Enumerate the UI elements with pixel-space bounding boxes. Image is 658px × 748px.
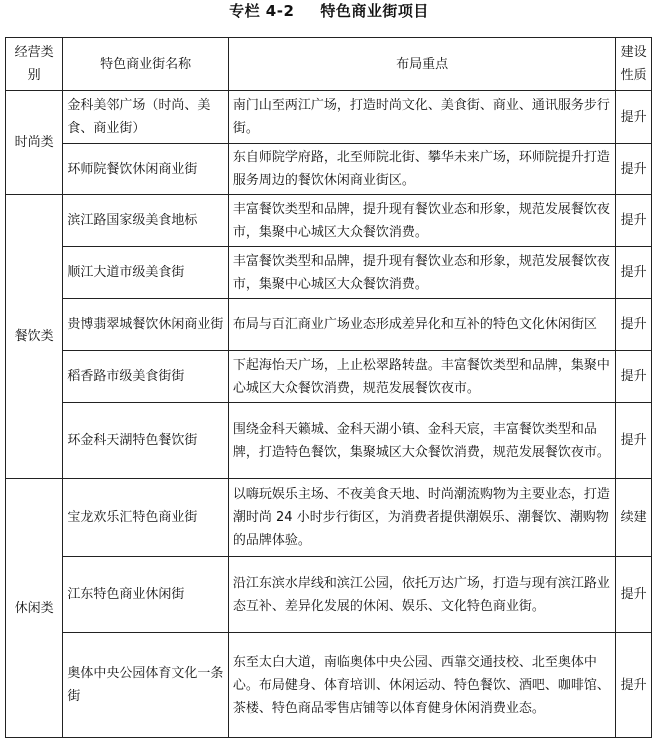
- category-cell: 休闲类: [6, 479, 63, 738]
- type-cell: 提升: [616, 299, 652, 351]
- street-name-cell: 江东特色商业休闲街: [63, 557, 229, 633]
- table-row: [6, 633, 652, 738]
- street-name-cell: 稻香路市级美食街街: [63, 351, 229, 403]
- type-cell: 提升: [616, 195, 652, 247]
- type-cell: 提升: [616, 403, 652, 479]
- street-name-cell: 宝龙欢乐汇特色商业街: [63, 479, 229, 557]
- table-row: [6, 557, 652, 633]
- category-cell: 时尚类: [6, 91, 63, 195]
- table-row: [6, 351, 652, 403]
- table-row: [6, 299, 652, 351]
- header-focus: 布局重点: [228, 38, 615, 91]
- title-text: 特色商业街项目: [320, 2, 429, 20]
- street-name-cell: 顺江大道市级美食街: [63, 247, 229, 299]
- street-name-cell: 环师院餐饮休闲商业街: [63, 144, 229, 195]
- header-category: 经营类别: [6, 38, 63, 91]
- street-name-cell: 奥体中央公园体育文化一条街: [63, 633, 229, 738]
- focus-cell: 围绕金科天籁城、金科天湖小镇、金科天宸，丰富餐饮类型和品牌，打造特色餐饮，集聚城区大众餐饮消费，规范发展餐饮夜市。: [228, 403, 615, 479]
- focus-cell: 东自师院学府路，北至师院北街、攀华未来广场，环师院提升打造服务周边的餐饮休闲商业街区。: [228, 144, 615, 195]
- focus-cell: 沿江东滨水岸线和滨江公园，依托万达广场，打造与现有滨江路业态互补、差异化发展的休闲、娱乐、文化特色商业街。: [228, 557, 615, 633]
- title-number: 专栏 4-2: [229, 2, 295, 20]
- focus-cell: 南门山至两江广场，打造时尚文化、美食街、商业、通讯服务步行街。: [228, 91, 615, 144]
- focus-cell: 丰富餐饮类型和品牌，提升现有餐饮业态和形象，规范发展餐饮夜市，集聚中心城区大众餐饮消费。: [228, 247, 615, 299]
- type-cell: 提升: [616, 144, 652, 195]
- header-type: 建设性质: [616, 38, 652, 91]
- table-body: [6, 91, 652, 738]
- type-cell: 提升: [616, 91, 652, 144]
- table-row: [6, 144, 652, 195]
- header-row: [6, 38, 652, 91]
- type-cell: 续建: [616, 479, 652, 557]
- table-row: [6, 403, 652, 479]
- street-name-cell: 金科美邻广场（时尚、美食、商业街）: [63, 91, 229, 144]
- focus-cell: 布局与百汇商业广场业态形成差异化和互补的特色文化休闲街区: [228, 299, 615, 351]
- type-cell: 提升: [616, 247, 652, 299]
- type-cell: 提升: [616, 633, 652, 738]
- street-name-cell: 贵博翡翠城餐饮休闲商业街: [63, 299, 229, 351]
- table-row: [6, 195, 652, 247]
- table-row: [6, 91, 652, 144]
- focus-cell: 以嗨玩娱乐主场、不夜美食天地、时尚潮流购物为主要业态，打造潮时尚 24 小时步行街区，为消费者提供潮娱乐、潮餐饮、潮购物的品牌体验。: [228, 479, 615, 557]
- street-name-cell: 滨江路国家级美食地标: [63, 195, 229, 247]
- focus-cell: 下起海怡天广场，上止松翠路转盘。丰富餐饮类型和品牌，集聚中心城区大众餐饮消费，规范发展餐饮夜市。: [228, 351, 615, 403]
- table-row: [6, 479, 652, 557]
- table-title: [0, 0, 658, 28]
- street-name-cell: 环金科天湖特色餐饮街: [63, 403, 229, 479]
- header-name: 特色商业街名称: [63, 38, 229, 91]
- type-cell: 提升: [616, 351, 652, 403]
- focus-cell: 丰富餐饮类型和品牌，提升现有餐饮业态和形象，规范发展餐饮夜市，集聚中心城区大众餐饮消费。: [228, 195, 615, 247]
- feature-street-table: [5, 37, 652, 738]
- type-cell: 提升: [616, 557, 652, 633]
- focus-cell: 东至太白大道，南临奥体中央公园、西靠交通技校、北至奥体中心。布局健身、体育培训、休闲运动、特色餐饮、酒吧、咖啡馆、茶楼、特色商品零售店铺等以体育健身休闲消费业态。: [228, 633, 615, 738]
- category-cell: 餐饮类: [6, 195, 63, 479]
- table-row: [6, 247, 652, 299]
